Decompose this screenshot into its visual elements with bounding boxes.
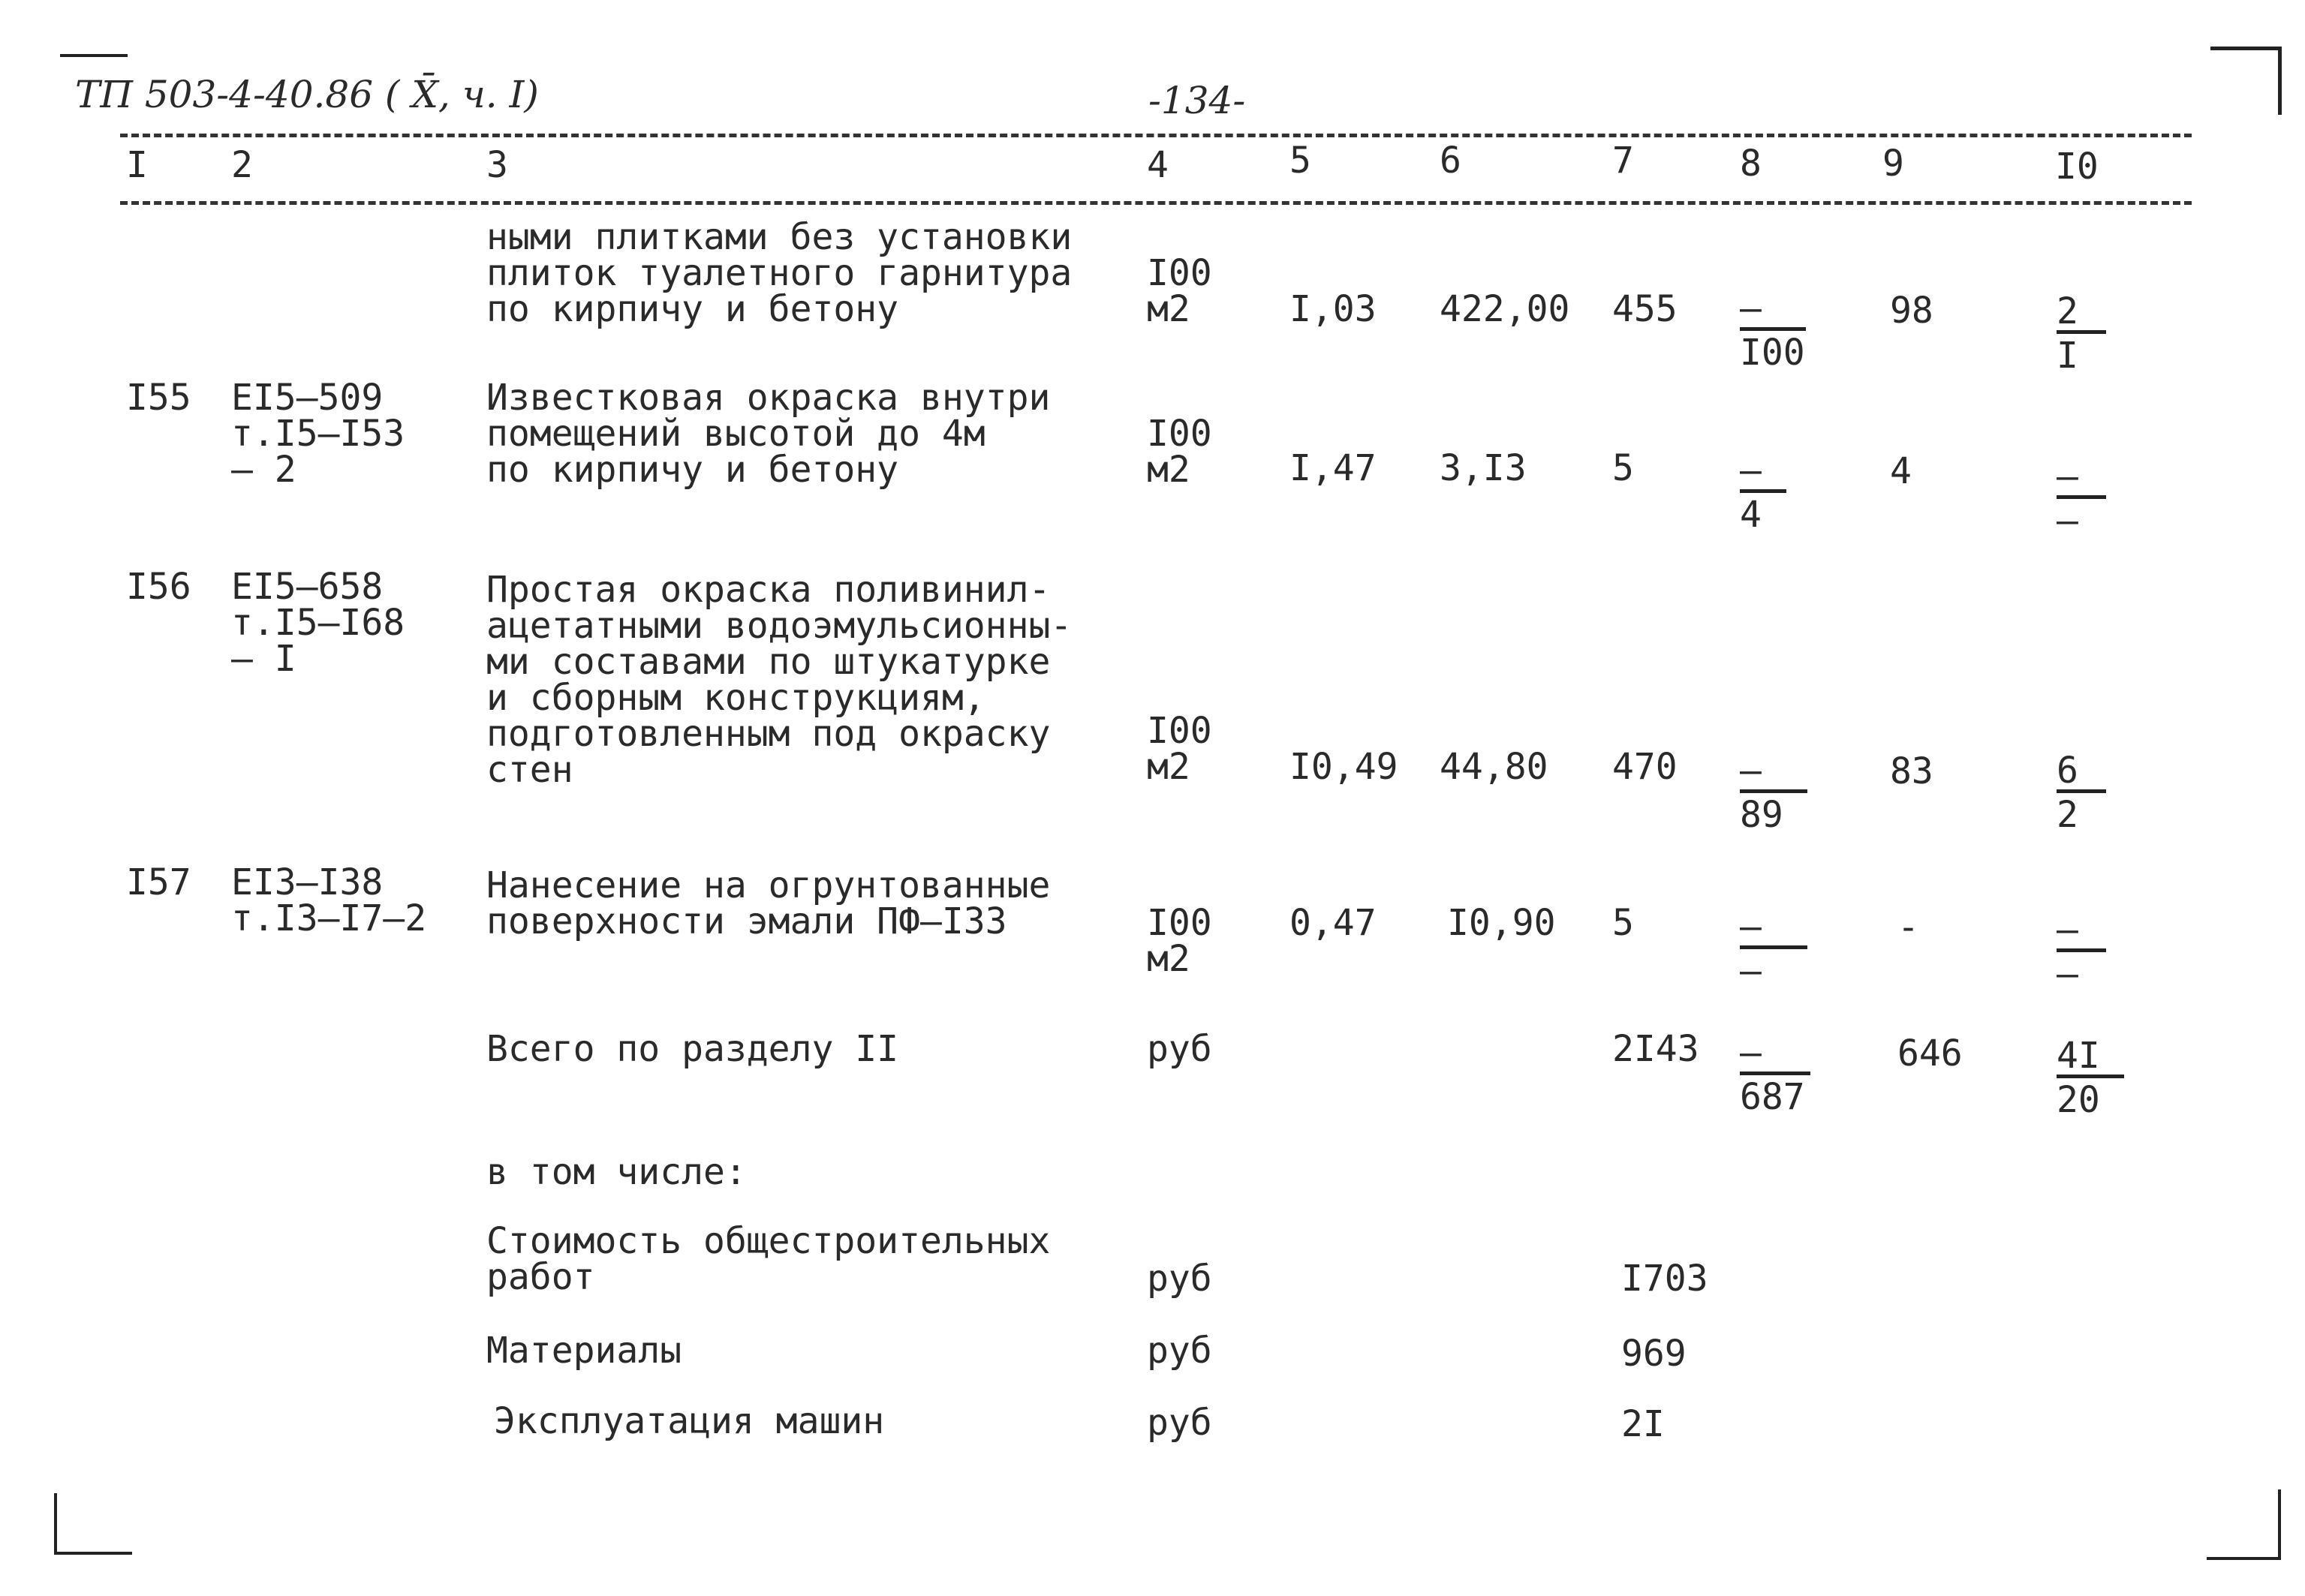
row-quantity: I0,49	[1289, 746, 1398, 788]
row-description: Простая окраска поливинил- ацетатными водоэмульсионны- ми составами по штукатурке и сборным конструкциям, подготовленным под окраску стен	[486, 569, 1073, 791]
fraction-denominator: –	[1740, 950, 1762, 992]
fraction-numerator: –	[1740, 750, 1762, 792]
fraction-denominator: 2	[2057, 794, 2078, 836]
row-description: Нанесение на огрунтованные поверхности эмали ПФ–I33	[486, 864, 1051, 942]
column-header: 8	[1740, 143, 1762, 185]
breakdown-unit: руб	[1147, 1258, 1212, 1300]
corner-mark-top-left	[60, 54, 128, 57]
row-col9: 4	[1890, 450, 1912, 492]
row-unit: I00 м2	[1147, 902, 1212, 980]
fraction-denominator: 89	[1740, 794, 1783, 836]
row-col10-fraction	[2057, 750, 2106, 836]
corner-mark-top-right	[2210, 47, 2282, 115]
fraction-numerator: –	[2057, 909, 2078, 951]
breakdown-value: 2I	[1621, 1403, 1665, 1445]
section-total-unit: руб	[1147, 1028, 1212, 1070]
row-quantity: I,47	[1289, 447, 1377, 489]
column-header: I	[126, 144, 148, 186]
fraction-denominator: –	[2057, 500, 2078, 542]
column-header: 4	[1147, 144, 1169, 186]
section-total-col8-fraction	[1740, 1032, 1810, 1118]
row-code: ЕI5–658 т.I5–I68 – I	[231, 566, 405, 680]
document-reference: ТП 503-4-40.86 ( X̄, ч. I)	[75, 73, 539, 116]
row-code: ЕI5–509 т.I5–I53 – 2	[231, 377, 405, 491]
row-col9: 98	[1890, 290, 1933, 332]
fraction-denominator: I	[2057, 335, 2078, 377]
section-total-col10-fraction	[2057, 1035, 2124, 1121]
fraction-denominator: I00	[1740, 332, 1805, 374]
section-total-value: 2I43	[1612, 1028, 1699, 1070]
row-total: 455	[1612, 288, 1678, 330]
row-description: ными плитками без установки плиток туалетного гарнитура по кирпичу и бетону	[486, 216, 1073, 330]
row-col8-fraction	[1740, 287, 1806, 374]
section-total-col9: 646	[1897, 1032, 1963, 1075]
fraction-denominator: –	[2057, 953, 2078, 995]
row-col10-fraction	[2057, 455, 2106, 542]
fraction-numerator: –	[1740, 287, 1762, 329]
column-header: 2	[231, 144, 253, 186]
header-top-rule	[120, 134, 2192, 137]
row-col8-fraction	[1740, 449, 1786, 536]
section-total-label: Всего по разделу II	[486, 1028, 899, 1070]
column-header: 6	[1440, 140, 1461, 182]
row-unit: I00 м2	[1147, 252, 1212, 330]
row-number: I55	[126, 377, 191, 419]
row-number: I57	[126, 861, 191, 903]
breakdown-label: Материалы	[486, 1330, 682, 1372]
row-number: I56	[126, 566, 191, 608]
row-unit-price: 44,80	[1440, 746, 1548, 788]
row-unit-price: 422,00	[1440, 288, 1570, 330]
column-header: I0	[2055, 146, 2099, 188]
fraction-numerator: 6	[2057, 750, 2078, 792]
row-unit-price: I0,90	[1447, 902, 1556, 944]
including-label: в том числе:	[486, 1151, 747, 1193]
fraction-numerator: –	[2057, 455, 2078, 497]
breakdown-unit: руб	[1147, 1330, 1212, 1372]
row-total: 470	[1612, 746, 1678, 788]
fraction-numerator: –	[1740, 906, 1762, 948]
fraction-denominator: 20	[2057, 1079, 2100, 1121]
breakdown-label: Эксплуатация машин	[494, 1400, 885, 1442]
fraction-denominator: 4	[1740, 494, 1762, 536]
column-header: 3	[486, 144, 508, 186]
column-header: 7	[1612, 140, 1634, 182]
corner-mark-bottom-left	[54, 1493, 132, 1555]
row-total: 5	[1612, 902, 1634, 944]
row-unit-price: 3,I3	[1440, 447, 1527, 489]
row-code: ЕI3–I38 т.I3–I7–2	[231, 861, 427, 939]
page-number: -134-	[1148, 79, 1246, 122]
breakdown-value: I703	[1621, 1258, 1708, 1300]
breakdown-value: 969	[1621, 1333, 1687, 1375]
fraction-numerator: –	[1740, 449, 1762, 491]
fraction-denominator: 687	[1740, 1076, 1805, 1118]
row-col9: 83	[1890, 750, 1933, 792]
fraction-numerator: 4I	[2057, 1035, 2100, 1077]
row-unit: I00 м2	[1147, 413, 1212, 491]
fraction-numerator: 2	[2057, 290, 2078, 332]
row-quantity: 0,47	[1289, 902, 1377, 944]
row-quantity: I,03	[1289, 288, 1377, 330]
row-unit: I00 м2	[1147, 710, 1212, 788]
row-col8-fraction	[1740, 906, 1807, 992]
column-header: 5	[1289, 140, 1311, 182]
row-col8-fraction	[1740, 750, 1807, 836]
corner-mark-bottom-right	[2207, 1489, 2281, 1560]
breakdown-label: Стоимость общестроительных работ	[486, 1220, 1051, 1298]
row-col10-fraction	[2057, 290, 2106, 377]
row-col9: -	[1897, 906, 1919, 948]
fraction-numerator: –	[1740, 1032, 1762, 1074]
breakdown-unit: руб	[1147, 1402, 1212, 1444]
row-col10-fraction	[2057, 909, 2106, 995]
column-header: 9	[1882, 143, 1904, 185]
row-total: 5	[1612, 447, 1634, 489]
header-bottom-rule	[120, 201, 2192, 205]
row-description: Известковая окраска внутри помещений высотой до 4м по кирпичу и бетону	[486, 377, 1051, 491]
